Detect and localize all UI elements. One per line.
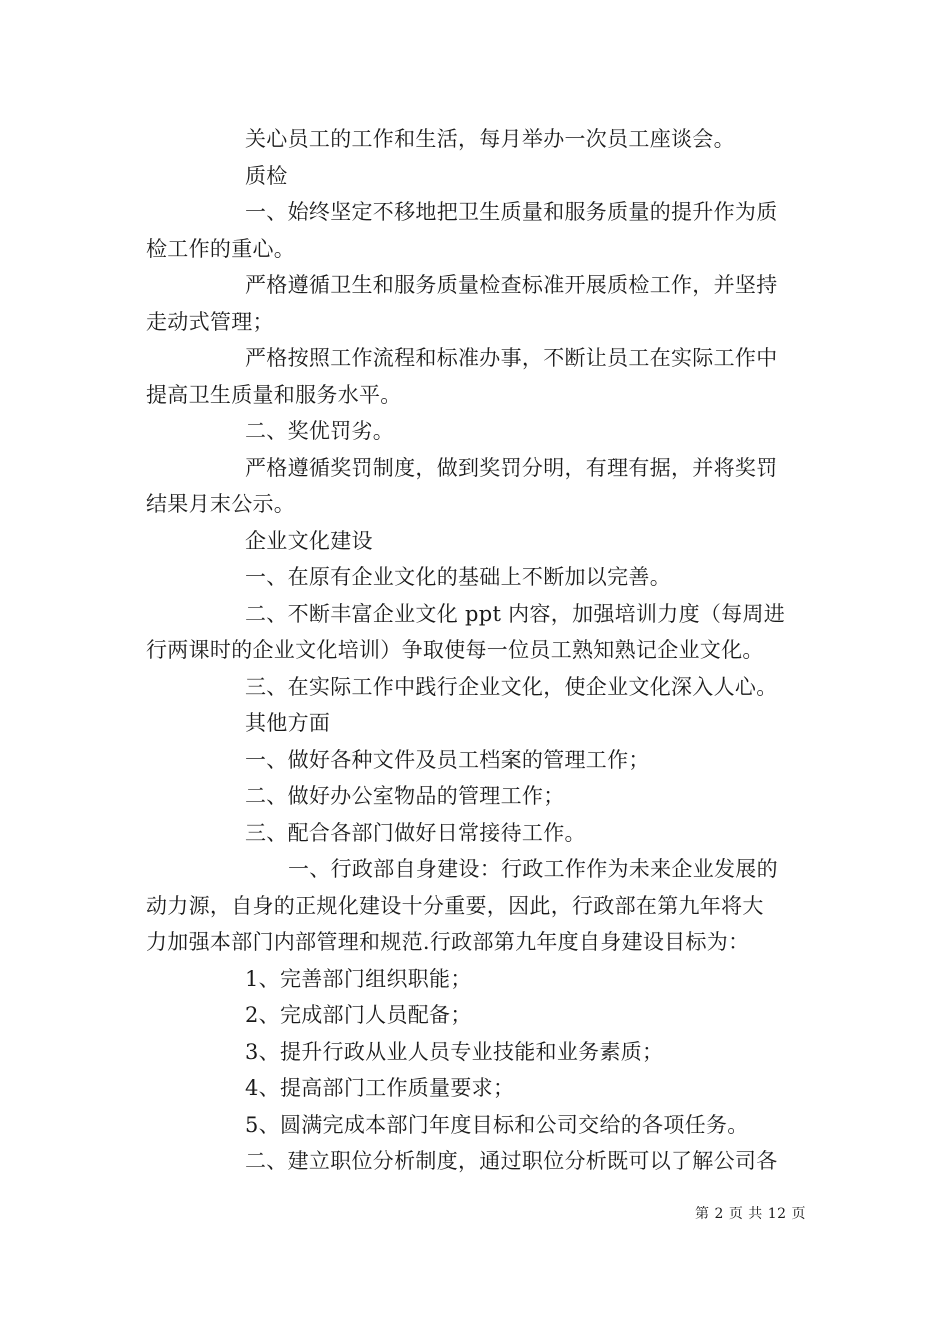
text-line: 2、完成部门人员配备； (245, 1003, 472, 1027)
text-line: 5、圆满完成本部门年度目标和公司交给的各项任务。 (245, 1112, 749, 1137)
text-line: 其他方面 (245, 711, 331, 735)
text-line: 三、配合各部门做好日常接待工作。 (245, 820, 586, 845)
text-line: 企业文化建设 (245, 528, 373, 553)
text-line: 走动式管理； (146, 309, 274, 334)
text-line: 一、始终坚定不移地把卫生质量和服务质量的提升作为质 (245, 200, 778, 224)
text-line: 4、提高部门工作质量要求； (245, 1076, 515, 1100)
text-line: 严格按照工作流程和标准办事，不断让员工在实际工作中 (245, 346, 778, 370)
text-line: 一、做好各种文件及员工档案的管理工作； (245, 747, 650, 772)
text-line: 一、行政部自身建设：行政工作作为未来企业发展的 (288, 857, 778, 881)
text-line: 一、在原有企业文化的基础上不断加以完善。 (245, 565, 671, 589)
page-number: 第 2 页 共 12 页 (695, 1206, 806, 1222)
text-line: 结果月末公示。 (146, 492, 296, 516)
text-line: 三、在实际工作中践行企业文化，使企业文化深入人心。 (245, 674, 778, 699)
document-body (146, 121, 810, 1180)
text-line: 严格遵循奖罚制度，做到奖罚分明，有理有据，并将奖罚 (245, 455, 778, 480)
text-line: 检工作的重心。 (146, 236, 296, 261)
text-line: 二、不断丰富企业文化 ppt 内容，加强培训力度（每周进 (245, 601, 786, 626)
text-line: 3、提升行政从业人员专业技能和业务素质； (245, 1039, 664, 1064)
text-line: 动力源，自身的正规化建设十分重要，因此，行政部在第九年将大 (146, 893, 764, 918)
text-line: 质检 (245, 163, 288, 188)
text-line: 关心员工的工作和生活，每月举办一次员工座谈会。 (245, 127, 735, 151)
text-line: 二、建立职位分析制度，通过职位分析既可以了解公司各 (245, 1149, 778, 1173)
text-line: 行两课时的企业文化培训）争取使每一位员工熟知熟记企业文化。 (146, 638, 764, 662)
text-line: 提高卫生质量和服务水平。 (146, 382, 402, 407)
text-line: 二、做好办公室物品的管理工作； (245, 784, 565, 808)
text-line: 二、奖优罚劣。 (245, 419, 395, 443)
text-line: 力加强本部门内部管理和规范.行政部第九年度自身建设目标为： (146, 930, 750, 954)
text-line: 严格遵循卫生和服务质量检查标准开展质检工作，并坚持 (245, 273, 778, 297)
text-line: 1、完善部门组织职能； (245, 966, 472, 991)
